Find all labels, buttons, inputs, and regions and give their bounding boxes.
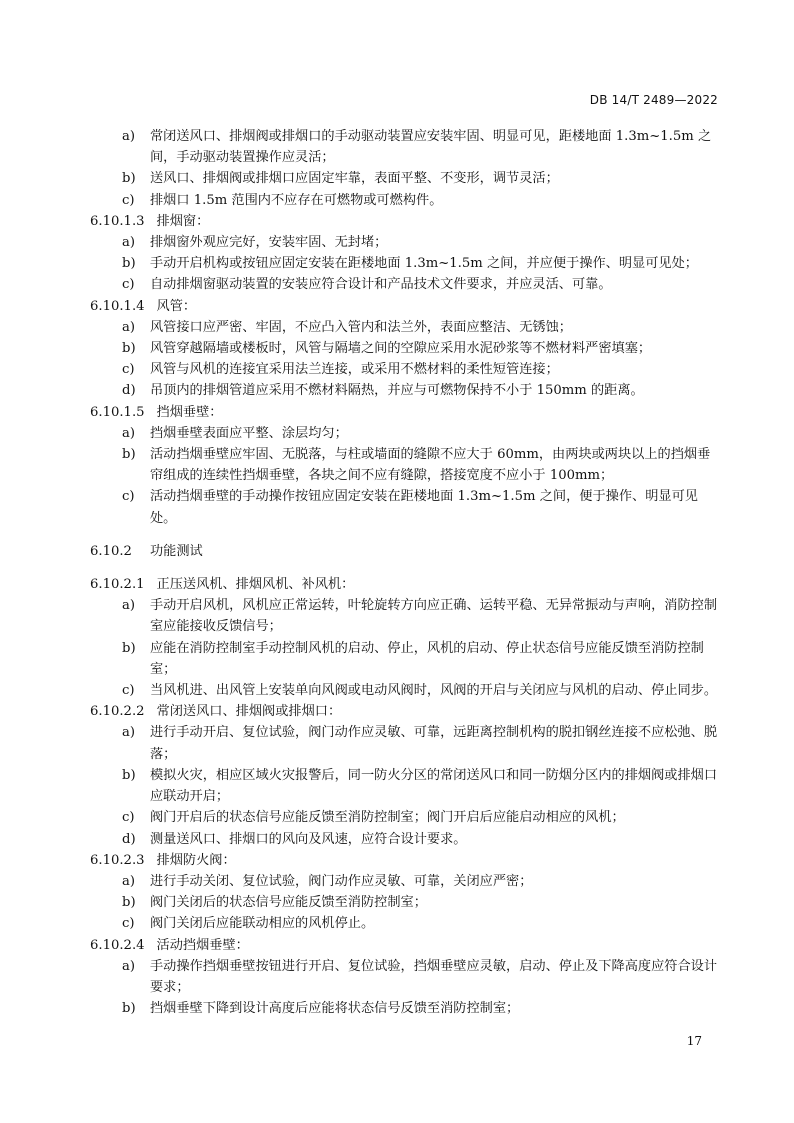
clause-title: 排烟防火阀： <box>156 852 236 868</box>
list-item-label: c) <box>122 683 135 699</box>
list-item-text: 送风口、排烟阀或排烟口应固定牢靠，表面平整、不变形，调节灵活； <box>150 171 559 187</box>
subsection-heading <box>90 211 722 232</box>
list-item <box>90 807 722 828</box>
list-item <box>90 956 722 998</box>
list-item <box>90 722 722 764</box>
list-item-label: a) <box>122 425 136 441</box>
clause-number: 6.10.2.3 <box>90 852 145 868</box>
clause-title: 常闭送风口、排烟阀或排烟口： <box>156 704 342 720</box>
list-item-text: 自动排烟窗驱动装置的安装应符合设计和产品技术文件要求，并应灵活、可靠。 <box>150 277 612 293</box>
list-item <box>90 190 722 211</box>
list-item-text: 排烟窗外观应完好，安装牢固、无封堵； <box>150 235 388 251</box>
list-item-text: 活动挡烟垂壁的手动操作按钮应固定安装在距楼地面 1.3m~1.5m 之间，便于操作、明显可见处。 <box>150 489 698 526</box>
list-item-label: b) <box>122 171 136 187</box>
list-item-text: 手动操作挡烟垂壁按钮进行开启、复位试验，挡烟垂壁应灵敏，启动、停止及下降高度应符合设计要求； <box>150 958 718 995</box>
clause-title: 正压送风机、排烟风机、补风机： <box>156 577 355 593</box>
list-item-label: c) <box>122 489 135 505</box>
clause-title: 挡烟垂壁： <box>156 404 223 420</box>
list-item <box>90 126 722 168</box>
list-item-label: c) <box>122 192 135 208</box>
subsection-heading <box>90 850 722 871</box>
subsection-heading <box>90 296 722 317</box>
list-item-text: 模拟火灾，相应区域火灾报警后，同一防火分区的常闭送风口和同一防烟分区内的排烟阀或排烟口应联动开启； <box>150 767 718 805</box>
list-item <box>90 892 722 913</box>
clause-number: 6.10.2.1 <box>90 577 145 593</box>
list-item-text: 活动挡烟垂壁应牢固、无脱落，与柱或墙面的缝隙不应大于 60mm，由两块或两块以上的挡烟垂帘组成的连续性挡烟垂壁，各块之间不应有缝隙，搭接宽度不应小于 100mm； <box>150 447 711 484</box>
list-item-label: a) <box>122 725 136 741</box>
list-item-label: a) <box>122 235 136 251</box>
list-item-label: a) <box>122 873 136 889</box>
list-item-text: 进行手动关闭、复位试验，阀门动作应灵敏、可靠，关闭应严密； <box>150 873 533 889</box>
subsection-heading <box>90 402 722 423</box>
list-item-label: b) <box>122 767 136 783</box>
list-item-text: 风管接口应严密、牢固，不应凸入管内和法兰外，表面应整洁、无锈蚀； <box>150 319 572 335</box>
list-item <box>90 380 722 401</box>
list-item-text: 风管与风机的连接宜采用法兰连接，或采用不燃材料的柔性短管连接； <box>150 362 559 378</box>
list-item <box>90 998 722 1019</box>
list-item <box>90 486 722 528</box>
list-item-label: c) <box>122 916 135 932</box>
list-item-text: 手动开启机构或按钮应固定安装在距楼地面 1.3m~1.5m 之间，并应便于操作、明显可见处； <box>150 256 698 272</box>
list-item-label: a) <box>122 598 136 614</box>
page-number: 17 <box>686 1034 702 1048</box>
document-body <box>90 126 722 1019</box>
clause-number: 6.10.2 <box>90 543 132 559</box>
list-item-label: a) <box>122 958 136 974</box>
list-item-label: d) <box>122 383 136 399</box>
list-item-text: 阀门关闭后应能联动相应的风机停止。 <box>150 916 375 932</box>
list-item <box>90 829 722 850</box>
list-item <box>90 359 722 380</box>
list-item <box>90 253 722 274</box>
clause-number: 6.10.1.3 <box>90 213 145 229</box>
list-item-label: b) <box>122 256 136 272</box>
list-item-label: b) <box>122 447 136 463</box>
list-item-text: 常闭送风口、排烟阀或排烟口的手动驱动装置应安装牢固、明显可见，距楼地面 1.3m~1.5m 之间，手动驱动装置操作应灵活； <box>150 129 712 166</box>
list-item <box>90 317 722 338</box>
list-item-text: 挡烟垂壁下降到设计高度后应能将状态信号反馈至消防控制室； <box>150 1001 520 1017</box>
list-item <box>90 595 722 637</box>
list-item-label: b) <box>122 1001 136 1017</box>
list-item-text: 吊顶内的排烟管道应采用不燃材料隔热，并应与可燃物保持不小于 150mm 的距离。 <box>150 383 644 399</box>
list-item-text: 排烟口 1.5m 范围内不应存在可燃物或可燃构件。 <box>150 192 443 208</box>
subsection-heading <box>90 935 722 956</box>
list-item-text: 阀门关闭后的状态信号应能反馈至消防控制室； <box>150 895 427 911</box>
list-item-label: b) <box>122 341 136 357</box>
list-item-text: 当风机进、出风管上安装单向风阀或电动风阀时，风阀的开启与关闭应与风机的启动、停止同步。 <box>150 683 718 699</box>
list-item-label: b) <box>122 640 136 656</box>
list-item <box>90 765 722 807</box>
clause-number: 6.10.2.4 <box>90 937 145 953</box>
subsection-heading <box>90 701 722 722</box>
list-item <box>90 232 722 253</box>
list-item-text: 测量送风口、排烟口的风向及风速，应符合设计要求。 <box>150 831 467 847</box>
list-item-label: a) <box>122 319 136 335</box>
clause-title: 排烟窗： <box>156 213 210 229</box>
list-item <box>90 423 722 444</box>
clause-number: 6.10.1.4 <box>90 298 145 314</box>
list-item-label: c) <box>122 362 135 378</box>
clause-title: 风管： <box>156 298 197 314</box>
list-item-text: 阀门开启后的状态信号应能反馈至消防控制室；阀门开启后应能启动相应的风机； <box>150 810 625 826</box>
list-item-text: 挡烟垂壁表面应平整、涂层均匀； <box>150 425 348 441</box>
list-item-text: 风管穿越隔墙或楼板时，风管与隔墙之间的空隙应采用水泥砂浆等不燃材料严密填塞； <box>150 341 652 357</box>
subsection-heading <box>90 574 722 595</box>
document-id-header: DB 14/T 2489—2022 <box>589 93 718 107</box>
list-item-text: 进行手动开启、复位试验，阀门动作应灵敏、可靠，远距离控制机构的脱扣钢丝连接不应松弛、脱落； <box>150 725 718 762</box>
list-item <box>90 168 722 189</box>
list-item <box>90 913 722 934</box>
section-heading <box>90 541 722 562</box>
list-item-label: c) <box>122 810 135 826</box>
list-item <box>90 871 722 892</box>
list-item-label: c) <box>122 277 135 293</box>
clause-title: 功能测试 <box>149 543 203 559</box>
clause-number: 6.10.2.2 <box>90 704 145 720</box>
list-item-text: 手动开启风机，风机应正常运转，叶轮旋转方向应正确、运转平稳、无异常振动与声响，消防控制室应能接收反馈信号； <box>150 598 718 635</box>
list-item-label: a) <box>122 129 136 144</box>
list-item-text: 应能在消防控制室手动控制风机的启动、停止，风机的启动、停止状态信号应能反馈至消防控制室； <box>150 640 704 677</box>
list-item <box>90 444 722 486</box>
list-item <box>90 274 722 295</box>
list-item-label: b) <box>122 895 136 911</box>
clause-number: 6.10.1.5 <box>90 404 145 420</box>
list-item <box>90 680 722 701</box>
list-item <box>90 638 722 680</box>
clause-title: 活动挡烟垂壁： <box>156 937 249 953</box>
list-item-label: d) <box>122 831 136 847</box>
list-item <box>90 338 722 359</box>
